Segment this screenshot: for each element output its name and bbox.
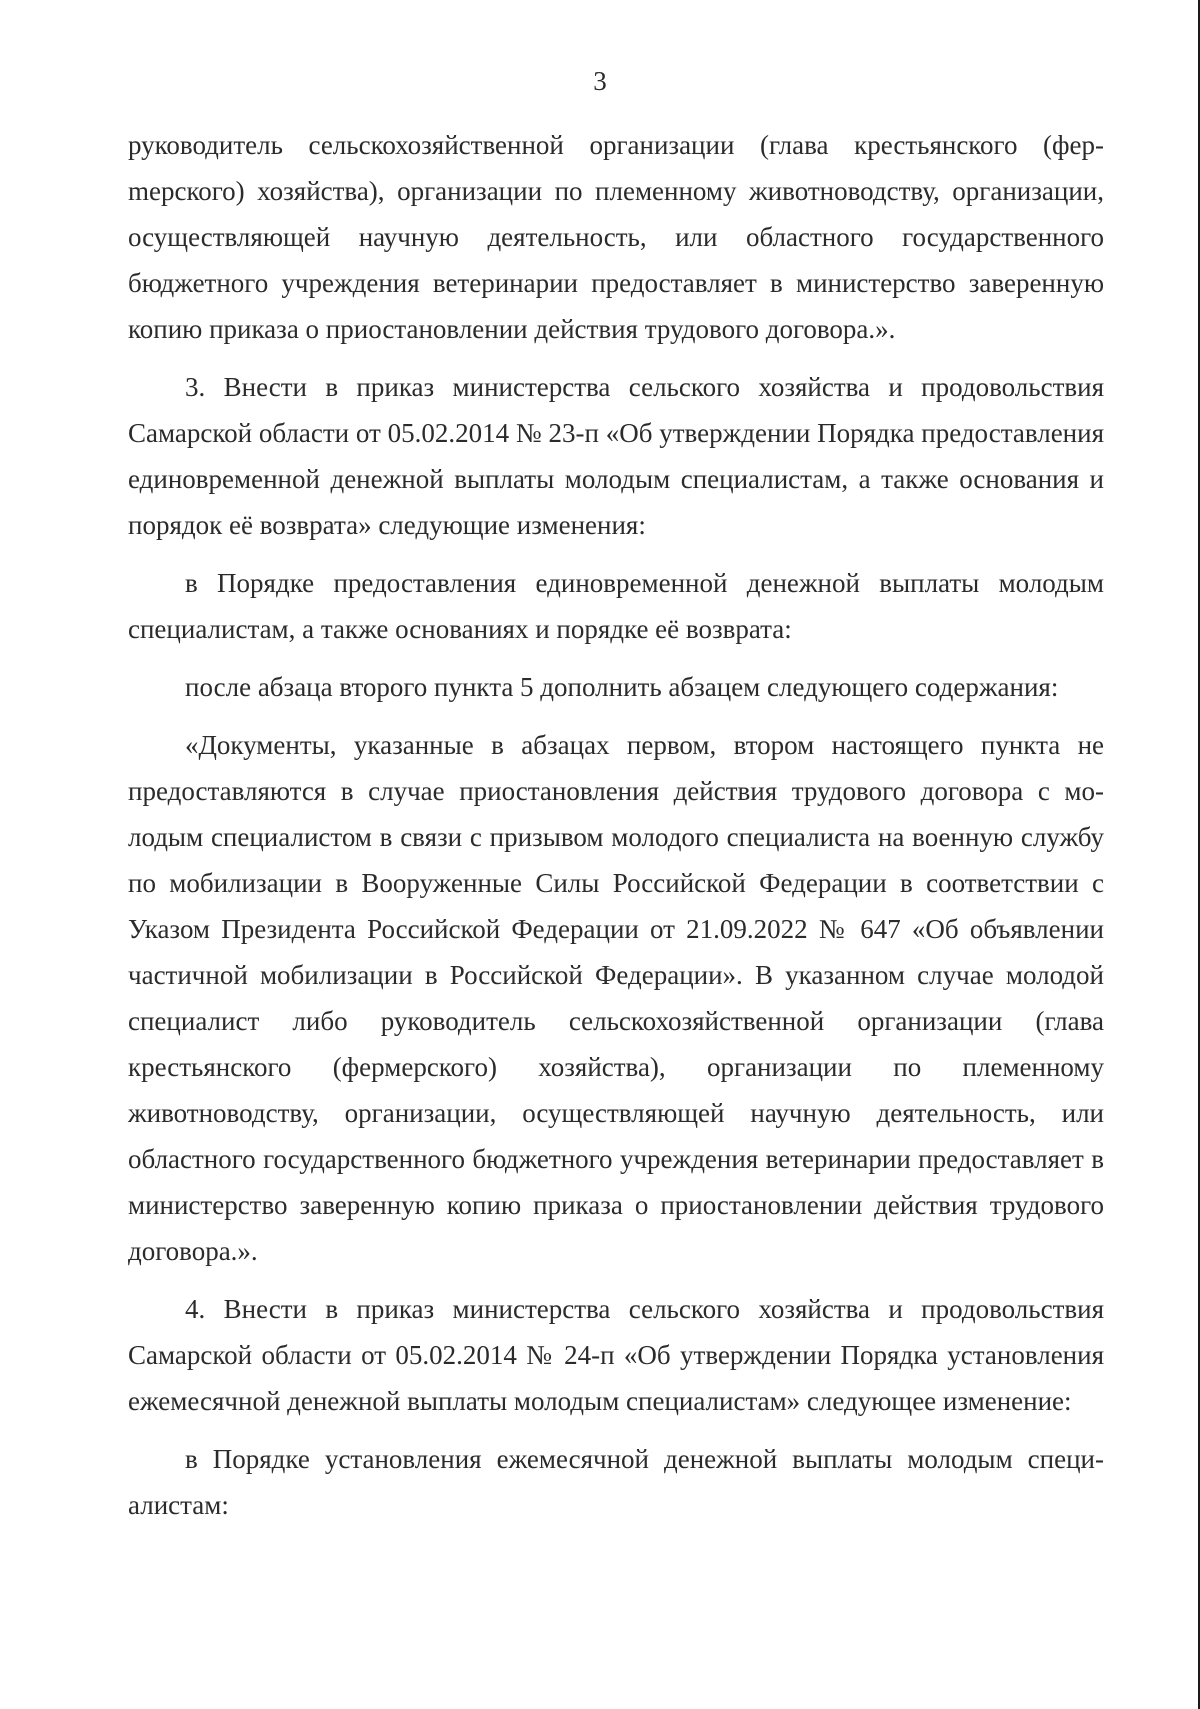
- paragraph-continuation: руководитель сельскохозяйственной организации (глава крестьянского (ферmерского) хозяйства), организации по племенному животноводству, организации, осуществляющей научную деятельность, или областного государственного бюджетного учреждения ветеринарии предоставляет в министерство заверенную копию приказа о приостановлении действия трудового договора.».: [128, 130, 1104, 344]
- paragraph-item-3-amendment: после абзаца второго пункта 5 дополнить абзацем следующего содержания:: [185, 672, 1059, 702]
- paragraph-item-3: 3. Внести в приказ министерства сельского хозяйства и продовольствия Самарской области от 05.02.2014 № 23-п «Об утверждении Порядка предоставления единовременной денежной выплаты молодым специалистам, а также основания и порядок её возврата» следующие изменения:: [128, 372, 1104, 540]
- paragraph-item-4: 4. Внести в приказ министерства сельского хозяйства и продовольствия Самарской области от 05.02.2014 № 24-п «Об утверждении Порядка установления ежемесячной денежной выплаты молодым специалистам» следующее изменение:: [128, 1294, 1104, 1416]
- page-number: 3: [593, 66, 607, 96]
- paragraph-item-3-procedure: в Порядке предоставления единовременной денежной выплаты молодым специалистам, а также основаниях и порядке её возврата:: [128, 568, 1104, 644]
- paragraph-quoted-text: «Документы, указанные в абзацах первом, втором настоящего пункта не предоставляются в случае приостановления действия трудового договора с молодым специалистом в связи с призывом молодого специалиста на военную службу по мобилизации в Вооруженные Силы Российской Федерации в соответствии с Указом Президента Российской Федерации от 21.09.2022 № 647 «Об объявлении частичной мобилизации в Российской Федерации». В указанном случае молодой специалист либо руководитель сельскохозяйственной организации (глава крестьянского (фермерского) хозяйства), организации по племенному животноводству, организации, осуществляющей научную деятельность, или областного государственного бюджетного учреждения ветеринарии предоставляет в министерство заверенную копию приказа о приостановлении действия трудового договора.».: [128, 730, 1104, 1266]
- paragraph-item-4-procedure: в Порядке установления ежемесячной денежной выплаты молодым специалистам:: [128, 1444, 1104, 1520]
- document-body: [128, 122, 1104, 1540]
